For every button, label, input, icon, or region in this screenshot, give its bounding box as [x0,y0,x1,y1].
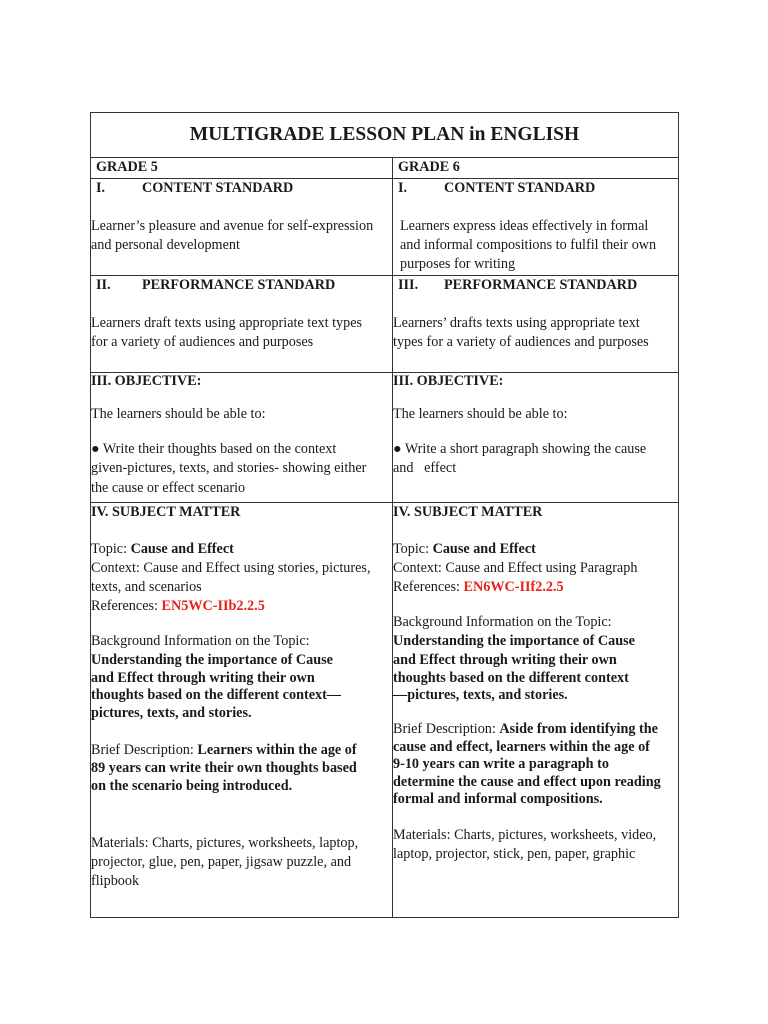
grade6-materials-line: Materials: Charts, pictures, worksheets, video, [393,827,657,843]
grade5-brief-line: on the scenario being introduced. [91,778,293,794]
grade5-context-line: texts, and scenarios [91,579,202,595]
grade5-objective-line: the cause or effect scenario [91,480,246,496]
section-numeral: I. [398,180,408,196]
section-numeral: II. [96,277,111,293]
grade6-objective-heading: III. OBJECTIVE: [393,373,504,389]
grade5-objective-line: ● Write their thoughts based on the context [91,441,337,457]
grade5-objective-line: given-pictures, texts, and stories- showing either [91,460,367,476]
grade6-objective-line: ● Write a short paragraph showing the cause [393,441,647,457]
grade6-brief-line: formal and informal compositions. [393,791,603,807]
section-heading: PERFORMANCE STANDARD [444,277,638,293]
grade6-content-standard-line: purposes for writing [400,256,516,272]
brief-label: Brief Description: [393,721,496,737]
grade5-performance-standard-line: Learners draft texts using appropriate text types [91,315,363,331]
grade5-objective-intro: The learners should be able to: [91,406,266,422]
references-label: References: [393,579,460,595]
grade5-references [91,597,265,616]
grade6-performance-standard-line: types for a variety of audiences and purposes [393,334,649,350]
grade6-content-standard-line: Learners express ideas effectively in formal [400,218,649,234]
section-heading: PERFORMANCE STANDARD [142,277,336,293]
references-label: References: [91,598,158,614]
grade5-background-line: thoughts based on the different context— [91,687,341,703]
grade5-brief-line: 89 years can write their own thoughts based [91,760,357,776]
section-heading: CONTENT STANDARD [142,180,294,196]
grade5-subject-matter-heading: IV. SUBJECT MATTER [91,504,241,520]
grade5-background-line: and Effect through writing their own [91,670,315,686]
references-code: EN5WC-IIb2.2.5 [161,598,265,614]
topic-value: Cause and Effect [432,541,536,557]
grade6-performance-standard-heading [398,276,637,295]
section-numeral: I. [96,180,106,196]
grade6-subject-matter-heading: IV. SUBJECT MATTER [393,504,543,520]
brief-text: Aside from identifying the [499,721,658,737]
grade5-content-standard-heading [96,179,293,198]
grade5-materials-line: Materials: Charts, pictures, worksheets, laptop, [91,835,359,851]
grade5-materials-line: flipbook [91,873,140,889]
topic-value: Cause and Effect [130,541,234,557]
grade6-objective-intro: The learners should be able to: [393,406,568,422]
grade5-performance-standard-heading [96,276,335,295]
grade5-background-line: Understanding the importance of Cause [91,652,333,668]
grade5-performance-standard-line: for a variety of audiences and purposes [91,334,314,350]
grade6-references [393,578,564,597]
grade6-materials-line: laptop, projector, stick, pen, paper, graphic [393,846,636,862]
grade6-topic [393,540,536,559]
grade5-background-label: Background Information on the Topic: [91,633,310,649]
grade6-background-label: Background Information on the Topic: [393,614,612,630]
grade6-context-line: Context: Cause and Effect using Paragraph [393,560,638,576]
grade5-content-standard-line: Learner’s pleasure and avenue for self-expression [91,218,374,234]
grade6-background-line: Understanding the importance of Cause [393,633,635,649]
brief-text: Learners within the age of [197,742,357,758]
section-numeral: III. [398,277,419,293]
document-title: MULTIGRADE LESSON PLAN in ENGLISH [91,113,678,158]
grade5-objective-heading: III. OBJECTIVE: [91,373,202,389]
topic-label: Topic: [91,541,128,557]
grade5-background-line: pictures, texts, and stories. [91,705,252,721]
grade6-background-line: and Effect through writing their own [393,652,617,668]
grade6-header: GRADE 6 [398,159,460,175]
grade6-brief-line: determine the cause and effect upon reading [393,774,661,790]
topic-label: Topic: [393,541,430,557]
grade6-background-line: —pictures, texts, and stories. [393,687,568,703]
grade6-objective-line: and effect [393,460,457,476]
references-code: EN6WC-IIf2.2.5 [463,579,564,595]
grade6-brief-line: 9-10 years can write a paragraph to [393,756,609,772]
grade6-brief-description [393,720,658,739]
brief-label: Brief Description: [91,742,194,758]
grade5-brief-description [91,741,357,760]
grade5-materials-line: projector, glue, pen, paper, jigsaw puzzle, and [91,854,352,870]
grade6-brief-line: cause and effect, learners within the age of [393,739,650,755]
grade6-content-standard-line: and informal compositions to fulfil their own [400,237,657,253]
grade5-context-line: Context: Cause and Effect using stories, pictures, [91,560,371,576]
grade5-topic [91,540,234,559]
grade6-performance-standard-line: Learners’ drafts texts using appropriate text [393,315,640,331]
grade6-background-line: thoughts based on the different context [393,670,629,686]
grade5-content-standard-line: and personal development [91,237,240,253]
grade5-header: GRADE 5 [96,159,158,175]
section-heading: CONTENT STANDARD [444,180,596,196]
grade6-content-standard-heading [398,179,595,198]
